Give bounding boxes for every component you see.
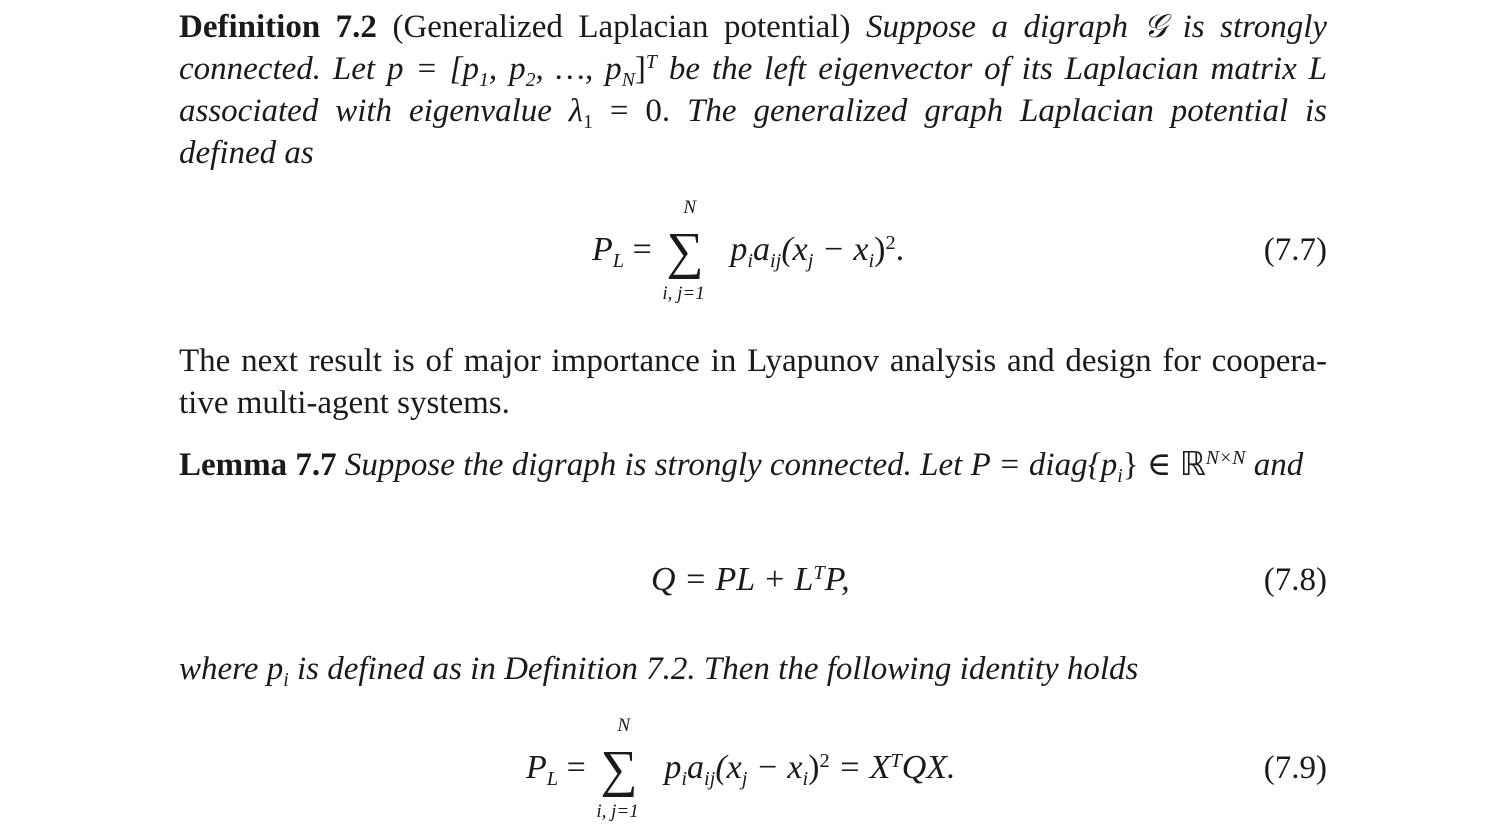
lambda-expression: $\lambda_1 = 0$. (568, 93, 671, 133)
lemma-label: Lemma 7.7 (179, 447, 337, 483)
equation-number-7-8: (7.8) (1263, 562, 1327, 598)
definition-text-1: Suppose a digraph (865, 9, 1129, 45)
definition-text-4: The generalized graph Laplacian potential is defined as (179, 93, 1328, 171)
body-text: The next result is of major importance in Lyapunov analysis and design for coopera-tive multi-agent systems. (179, 343, 1327, 421)
lemma-paragraph (179, 443, 1327, 486)
graph-symbol: 𝒢 (1143, 6, 1168, 45)
equation-number-7-9: (7.9) (1263, 750, 1327, 786)
equation-number-7-7: (7.7) (1263, 232, 1327, 268)
lemma-text-2: and (1253, 447, 1304, 483)
where-paragraph: where $p_i$ is defined as in Definition 7.2. Then the following identity holds (179, 651, 1139, 691)
summation-7-9: N ∑ i, j=1 (596, 715, 639, 823)
definition-label: Definition 7.2 (179, 9, 377, 45)
body-paragraph (179, 340, 1327, 424)
definition-text-3: be the left eigenvector of its Laplacian matrix L associated with eigenvalue (179, 51, 1327, 129)
definition-title: (Generalized Laplacian potential) (392, 9, 851, 45)
vector-p-expression: $p = [p_1$, $p_2$, …, $p_N]^T$ (387, 51, 657, 91)
summation-7-7: N ∑ i, j=1 (662, 197, 705, 305)
definition-paragraph (179, 5, 1327, 174)
diag-expression: $P = diag\{p_i\}$ ∈ ℝ$^{N\times N}$ (970, 444, 1246, 487)
definition-text-2: is strongly connected. Let (179, 9, 1328, 87)
p-i-symbol: $p_i$ (266, 651, 289, 691)
lemma-text-1: Suppose the digraph is strongly connected. Let (344, 447, 963, 483)
